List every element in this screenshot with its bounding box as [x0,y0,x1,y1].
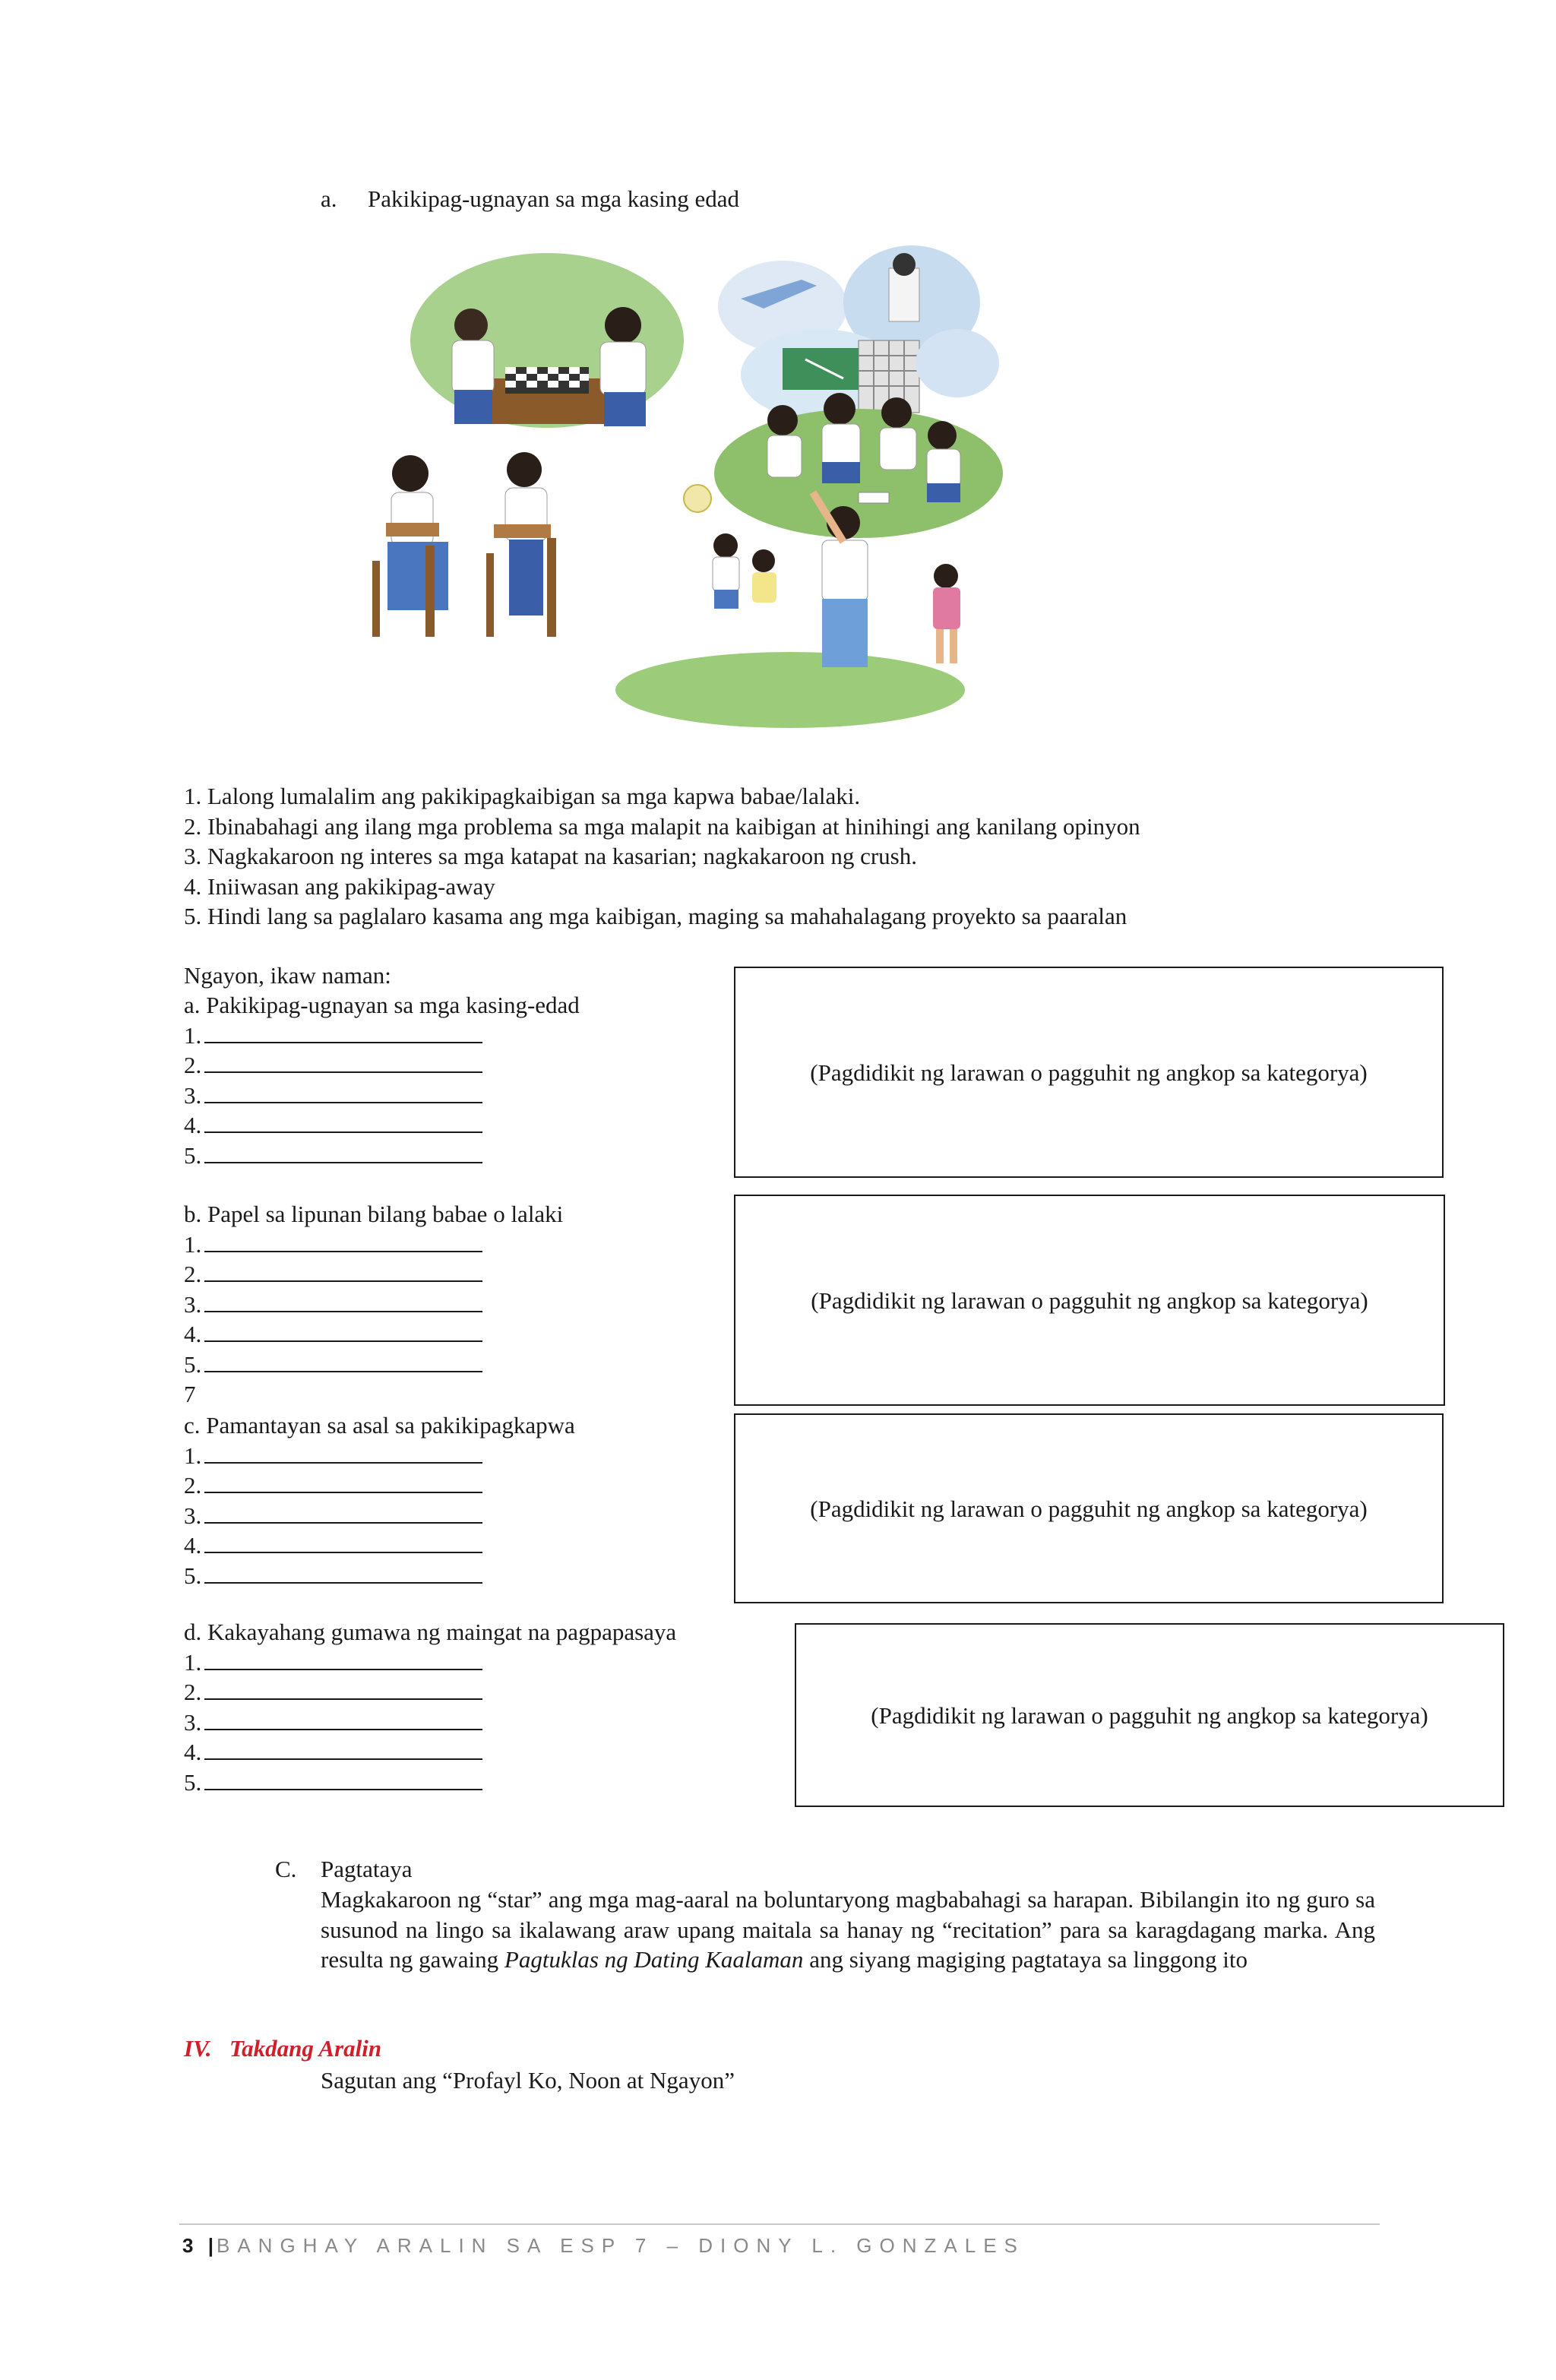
list-item: 2. Ibinabahagi ang ilang mga problema sa mga malapit na kaibigan at hinihingi ang kanilang opinyon [184,812,1140,840]
drawing-box-caption: (Pagdidikit ng larawan o pagguhit ng angkop sa kategorya) [810,1495,1368,1522]
answer-blank[interactable] [204,1532,482,1553]
answer-blank[interactable] [204,1052,482,1073]
answer-blank[interactable] [204,1142,482,1163]
answer-blank[interactable] [204,1502,482,1524]
list-item: 5. Hindi lang sa paglalaro kasama ang mga kaibigan, maging sa mahahalagang proyekto sa paaralan [184,903,1127,929]
drawing-box-b[interactable] [734,1195,1445,1406]
characteristics-list [184,781,1140,932]
worksheet-group-c [184,1410,575,1590]
list-item: 3. Nagkakaroon ng interes sa mga katapat na kasarian; nagkakaroon ng crush. [184,843,917,869]
answer-blank[interactable] [204,1112,482,1133]
group-title: d. Kakayahang gumawa ng maingat na pagpapasaya [184,1619,677,1645]
section-iv-number: IV. [184,2035,212,2062]
answer-line: 1. [184,1647,676,1678]
section-iv-heading [184,2033,381,2063]
group-title: b. Papel sa lipunan bilang babae o lalaki [184,1201,564,1227]
answer-line: 3. [184,1290,563,1320]
answer-line: 1. [184,1021,580,1051]
list-item: 1. Lalong lumalalim ang pakikipagkaibigan sa mga kapwa babae/lalaki. [184,783,861,809]
answer-line: 4. [184,1319,563,1350]
answer-line: 3. [184,1081,580,1111]
answer-blank[interactable] [204,1082,482,1103]
answer-line: 2. [184,1259,563,1290]
page-number: 3 [182,2234,195,2257]
answer-line: 4. [184,1737,676,1768]
answer-blank[interactable] [204,1022,482,1043]
answer-line: 5. [184,1350,563,1380]
section-c-letter: C. [275,1856,297,1882]
answer-blank[interactable] [204,1231,482,1252]
answer-line: 5. [184,1141,580,1171]
answer-blank[interactable] [204,1769,482,1790]
answer-blank[interactable] [204,1562,482,1584]
heading-label: a. [321,185,337,212]
drawing-box-a[interactable] [734,967,1444,1178]
answer-blank[interactable] [204,1351,482,1372]
answer-line: 5. [184,1561,575,1591]
answer-blank[interactable] [204,1739,482,1760]
children-socializing-illustration [357,242,1003,728]
worksheet-group-a [184,990,580,1170]
footer-divider [179,2223,1380,2225]
drawing-box-caption: (Pagdidikit ng larawan o pagguhit ng angkop sa kategorya) [811,1287,1368,1314]
page-footer [182,2231,1025,2261]
answer-line: 3. [184,1501,575,1531]
worksheet-group-d [184,1617,676,1797]
answer-line: 2. [184,1677,676,1707]
footer-separator: | [207,2234,217,2257]
answer-line: 5. [184,1768,676,1798]
answer-blank[interactable] [204,1291,482,1312]
answer-line: 1. [184,1230,563,1260]
answer-blank[interactable] [204,1261,482,1282]
group-title: c. Pamantayan sa asal sa pakikipagkapwa [184,1412,575,1438]
answer-blank[interactable] [204,1679,482,1700]
answer-line: 1. [184,1441,575,1471]
drawing-box-c[interactable] [734,1413,1444,1603]
section-iv-title: Takdang Aralin [229,2035,382,2062]
list-item: 4. Iniiwasan ang pakikipag-away [184,872,495,900]
drawing-box-caption: (Pagdidikit ng larawan o pagguhit ng angkop sa kategorya) [871,1701,1428,1729]
section-c-title: Pagtataya [321,1856,413,1882]
group-title: a. Pakikipag-ugnayan sa mga kasing-edad [184,992,580,1018]
drawing-box-caption: (Pagdidikit ng larawan o pagguhit ng angkop sa kategorya) [810,1059,1368,1086]
stray-number: 7 [184,1381,196,1407]
answer-blank[interactable] [204,1649,482,1670]
prompt-text: Ngayon, ikaw naman: [184,962,391,989]
answer-line: 4. [184,1110,580,1141]
worksheet-group-b [184,1199,563,1410]
answer-blank[interactable] [204,1709,482,1730]
section-c-paragraph: Magkakaroon ng “star” ang mga mag-aaral na boluntaryong magbabahagi sa harapan. Bibilangin ito ng guro sa susunod na lingo sa ikalawang araw upang maitala sa hanay ng “recitation” para sa karagdagang marka. Ang resulta ng gawaing Pagtuklas ng Dating Kaalaman ang siyang magiging pagtataya sa linggong ito [321,1886,1375,1973]
answer-line: 2. [184,1050,580,1081]
answer-blank[interactable] [204,1442,482,1464]
heading-title: Pakikipag-ugnayan sa mga kasing edad [368,185,739,212]
italic-activity-name: Pagtuklas ng Dating Kaalaman [504,1946,804,1973]
answer-blank[interactable] [204,1321,482,1342]
answer-blank[interactable] [204,1472,482,1493]
answer-line: 3. [184,1707,676,1738]
footer-title: BANGHAY ARALIN SA ESP 7 – DIONY L. GONZALES [216,2234,1025,2257]
homework-text: Sagutan ang “Profayl Ko, Noon at Ngayon” [321,2067,735,2094]
drawing-box-d[interactable] [795,1623,1504,1807]
answer-line: 4. [184,1530,575,1561]
illustration-heading [321,184,739,214]
answer-line: 2. [184,1470,575,1501]
